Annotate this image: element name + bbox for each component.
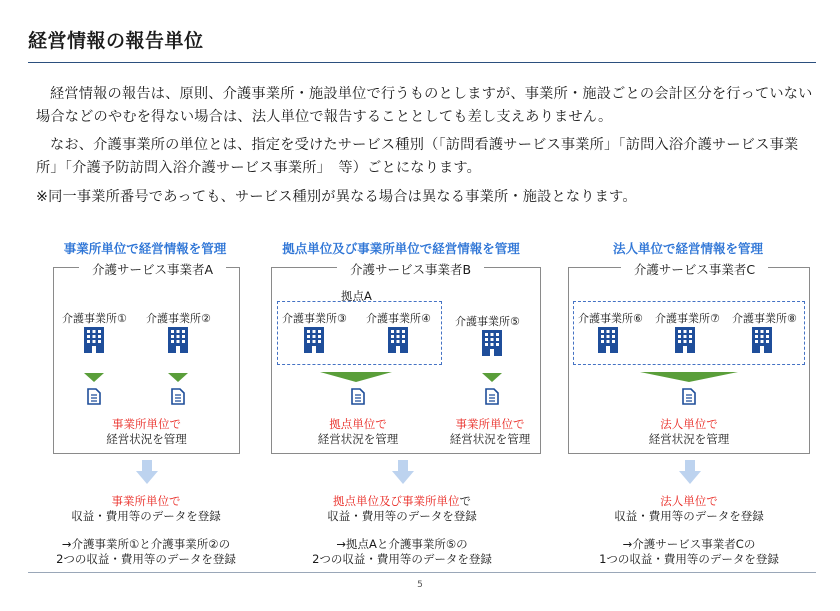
result-note-c bbox=[583, 537, 795, 567]
result-note-c-line2: 1つの収益・費用等のデータを登録 bbox=[599, 552, 779, 566]
document-icon bbox=[351, 388, 365, 405]
provider-a-label: 介護サービス事業者A bbox=[79, 260, 226, 278]
result-c bbox=[583, 494, 795, 524]
office-4-label: 介護事業所④ bbox=[366, 312, 431, 325]
result-b bbox=[296, 494, 508, 524]
document-icon bbox=[485, 388, 499, 405]
heading-office-unit: 事業所単位で経営情報を管理 bbox=[63, 241, 227, 256]
document-icon bbox=[682, 388, 696, 405]
management-text-office5: 経営状況を管理 bbox=[449, 432, 531, 446]
down-arrow-icon bbox=[136, 460, 158, 484]
result-note-b-line1: →拠点Aと介護事業所⑤の bbox=[336, 537, 468, 551]
management-note-c bbox=[568, 417, 810, 447]
management-unit-office5: 事業所単位で bbox=[455, 417, 525, 431]
management-unit-site: 拠点単位で bbox=[329, 417, 387, 431]
page-title: 経営情報の報告単位 bbox=[28, 30, 204, 52]
management-unit-a: 事業所単位で bbox=[112, 417, 181, 431]
management-text-a: 経営状況を管理 bbox=[106, 432, 187, 446]
result-unit-a: 事業所単位で bbox=[111, 494, 181, 508]
provider-c-label: 介護サービス事業者C bbox=[621, 260, 768, 278]
office-5-label: 介護事業所⑤ bbox=[455, 315, 520, 328]
office-1-label: 介護事業所① bbox=[62, 312, 127, 325]
document-icon bbox=[87, 388, 101, 405]
building-icon bbox=[675, 327, 695, 353]
result-note-a-line2: 2つの収益・費用等のデータを登録 bbox=[56, 552, 236, 566]
building-icon bbox=[84, 327, 104, 353]
document-icon bbox=[171, 388, 185, 405]
green-arrow-icon bbox=[640, 372, 738, 382]
management-text-c: 経営状況を管理 bbox=[648, 432, 730, 446]
paragraph-note: ※同一事業所番号であっても、サービス種別が異なる場合は異なる事業所・施設となります。 bbox=[36, 189, 637, 205]
result-note-c-line1: →介護サービス事業者Cの bbox=[622, 537, 756, 551]
building-icon bbox=[388, 327, 408, 353]
management-note-site bbox=[298, 417, 418, 447]
building-icon bbox=[752, 327, 772, 353]
green-arrow-icon bbox=[84, 373, 104, 382]
result-text-c: 収益・費用等のデータを登録 bbox=[614, 509, 764, 523]
title-underline bbox=[28, 62, 816, 63]
site-a-label: 拠点A bbox=[341, 289, 372, 303]
office-7-label: 介護事業所⑦ bbox=[655, 312, 720, 325]
page-number: 5 bbox=[417, 580, 423, 590]
result-text-b: 収益・費用等のデータを登録 bbox=[327, 509, 477, 523]
office-6-label: 介護事業所⑥ bbox=[578, 312, 643, 325]
management-unit-c: 法人単位で bbox=[660, 417, 718, 431]
result-note-a-line1: →介護事業所①と介護事業所②の bbox=[61, 537, 231, 551]
office-8-label: 介護事業所⑧ bbox=[732, 312, 797, 325]
paragraph-principle: 経営情報の報告は、原則、介護事業所・施設単位で行うものとしますが、事業所・施設ごとの会計区分を行っていない場合などのやむを得ない場合は、法人単位で報告することとしても差し支えありません。 bbox=[36, 86, 813, 125]
result-unit-c: 法人単位で bbox=[660, 494, 718, 508]
management-note-office5 bbox=[440, 417, 540, 447]
down-arrow-icon bbox=[392, 460, 414, 484]
management-text-site: 経営状況を管理 bbox=[317, 432, 399, 446]
heading-corporate-unit: 法人単位で経営情報を管理 bbox=[612, 241, 763, 256]
result-unit-b1: 拠点単位及び bbox=[333, 494, 402, 508]
result-note-b-line2: 2つの収益・費用等のデータを登録 bbox=[312, 552, 492, 566]
result-text-a: 収益・費用等のデータを登録 bbox=[71, 509, 221, 523]
building-icon bbox=[168, 327, 188, 353]
provider-b-label: 介護サービス事業者B bbox=[337, 260, 484, 278]
footer-rule bbox=[28, 572, 816, 573]
result-unit-b2: 事業所単位 bbox=[402, 494, 460, 508]
result-note-a bbox=[46, 537, 246, 567]
office-3-label: 介護事業所③ bbox=[282, 312, 347, 325]
down-arrow-icon bbox=[679, 460, 701, 484]
green-arrow-icon bbox=[168, 373, 188, 382]
office-2-label: 介護事業所② bbox=[146, 312, 211, 325]
heading-site-and-office-unit: 拠点単位及び事業所単位で経営情報を管理 bbox=[282, 241, 520, 256]
result-tail-b: で bbox=[459, 494, 471, 508]
green-arrow-icon bbox=[482, 373, 502, 382]
building-icon bbox=[598, 327, 618, 353]
building-icon bbox=[482, 330, 502, 356]
management-note-a bbox=[53, 417, 240, 447]
building-icon bbox=[304, 327, 324, 353]
result-note-b bbox=[296, 537, 508, 567]
green-arrow-icon bbox=[320, 372, 392, 382]
paragraph-office-unit: なお、介護事業所の単位とは、指定を受けたサービス種別（「訪問看護サービス事業所」「訪問入浴介護サービス事業所」「介護予防訪問入浴介護サービス事業所」 等）ごとになります。 bbox=[36, 137, 799, 176]
result-a bbox=[46, 494, 246, 524]
